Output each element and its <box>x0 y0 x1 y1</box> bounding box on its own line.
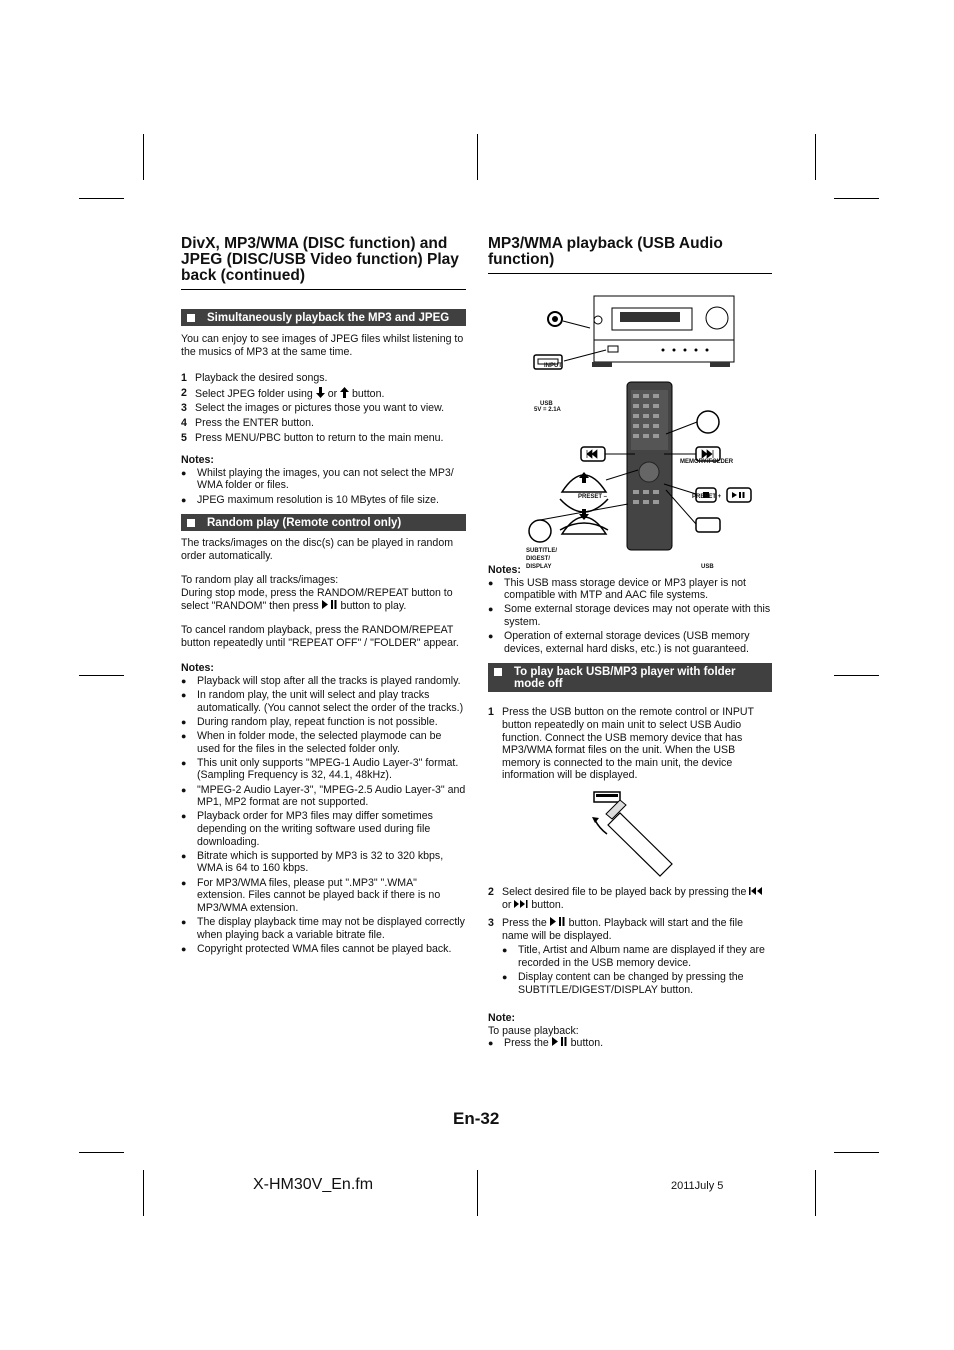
memory-folder-label: MEMORY/FOLDER <box>680 459 734 465</box>
notes-list <box>181 675 466 955</box>
right-column <box>488 236 772 1052</box>
usb-spec-label: 5V = 2.1A <box>534 407 561 413</box>
notes-list <box>181 467 466 506</box>
play-pause-icon <box>322 600 338 609</box>
note-item: ● Copyright protected WMA files cannot be played back. <box>181 943 466 956</box>
note-item: ● Bitrate which is supported by MP3 is 32 to 320 kbps, WMA is 64 to 160 kbps. <box>181 850 466 875</box>
usb-stick-illustration <box>488 790 772 878</box>
note-item: ● Playback order for MP3 files may differ sometimes depending on the writing software used during file downloading. <box>181 810 466 848</box>
step: 3 Press the button. Playback will start and the file name will be displayed. <box>488 917 743 942</box>
play-pause-icon <box>552 1037 568 1046</box>
random-intro: The tracks/images on the disc(s) can be played in random order automatically. <box>181 537 454 562</box>
sub-bullets <box>502 944 772 996</box>
crop-mark <box>79 1152 124 1153</box>
right-title-block <box>488 236 772 274</box>
step: 3 Select the images or pictures those you want to view. <box>181 402 445 415</box>
usb-port-label: USB <box>540 401 553 407</box>
note-item: ● "MPEG-2 Audio Layer-3", "MPEG-2.5 Audio Layer-3" and MP1, MP2 format are not supported. <box>181 784 466 809</box>
note-title: Note: <box>488 1012 516 1025</box>
crop-mark <box>79 675 124 676</box>
device-illustration <box>488 294 772 564</box>
section-heading-simultaneous: Simultaneously playback the MP3 and JPEG <box>181 309 466 326</box>
usb-steps-list <box>488 706 772 782</box>
preset-plus-label: PRESET + <box>692 494 722 500</box>
footer-filename: X-HM30V_En.fm <box>253 1176 374 1193</box>
crop-mark <box>79 198 124 199</box>
preset-minus-label: PRESET – <box>578 494 608 500</box>
step: 1 Press the USB button on the remote control or INPUT button repeatedly on main unit to select USB Audio function. Connect the USB memory device that has MP3/WMA format files on the unit. When the USB memory is connected to the main unit, the device information will be displayed. <box>488 706 754 782</box>
random-all-title: To random play all tracks/images: <box>181 574 339 587</box>
note-item: ● JPEG maximum resolution is 10 MBytes of file size. <box>181 494 466 507</box>
crop-mark <box>834 198 879 199</box>
notes-title: Notes: <box>181 662 214 675</box>
steps-list <box>181 372 466 444</box>
note-item: ● Operation of external storage devices (USB memory devices, external hard disks, etc.) is not guaranteed. <box>488 630 772 655</box>
section-title: MP3/WMA playback (USB Audio function) <box>488 235 723 268</box>
left-title-block <box>181 236 466 290</box>
step: 5 Press MENU/PBC button to return to the main menu. <box>181 431 444 444</box>
up-arrow-icon <box>340 387 349 398</box>
step: 4 Press the ENTER button. <box>181 416 314 429</box>
input-label: INPUT <box>544 363 562 369</box>
usb-stick-figure <box>488 790 772 878</box>
step: 2 Select desired file to be played back by pressing the or button. <box>488 886 772 911</box>
step: 1 Playback the desired songs. <box>181 372 328 385</box>
down-arrow-icon <box>316 387 325 398</box>
note-item: ● The display playback time may not be displayed correctly when playing back a variable bitrate file. <box>181 916 466 941</box>
note-item: ● This USB mass storage device or MP3 player is not compatible with MTP and AAC file systems. <box>488 577 772 602</box>
note-item: ● Some external storage devices may not operate with this system. <box>488 603 772 628</box>
note-item: ● Whilst playing the images, you can not select the MP3/ WMA folder or files. <box>181 467 466 492</box>
crop-mark <box>143 134 144 180</box>
note-item: ● When in folder mode, the selected playmode can be used for the files in the selected folder only. <box>181 730 466 755</box>
crop-mark <box>477 134 478 180</box>
crop-mark <box>834 675 879 676</box>
square-bullet-icon <box>494 668 502 676</box>
random-cancel-text: To cancel random playback, press the RANDOM/REPEAT button repeatedly until "REPEAT OFF" / "FOLDER" appear. <box>181 624 459 649</box>
section-heading-folder-mode-off: To play back USB/MP3 player with folder mode off <box>488 663 772 692</box>
note-list <box>488 1037 772 1050</box>
note-item: ● This unit only supports "MPEG-1 Audio Layer-3" format. (Sampling Frequency is 32, 44.1, 48kHz). <box>181 757 466 782</box>
play-pause-icon <box>550 917 566 926</box>
crop-mark <box>815 1170 816 1216</box>
note-item: ● Press the button. <box>488 1037 772 1050</box>
usb-steps-list-cont <box>488 886 772 942</box>
page-number: En-32 <box>453 1109 500 1128</box>
square-bullet-icon <box>187 519 195 527</box>
notes-title: Notes: <box>181 454 214 467</box>
notes-list <box>488 577 772 656</box>
usb-button-label: USB <box>701 564 714 570</box>
section-heading-random: Random play (Remote control only) <box>181 514 466 531</box>
notes-title: Notes: <box>488 564 521 576</box>
footer-date: 2011July 5 <box>671 1180 724 1192</box>
note-item: ● For MP3/WMA files, please put ".MP3" ".WMA" extension. Files cannot be played back if there is no MP3/WMA extension. <box>181 877 466 915</box>
skip-back-icon <box>749 887 763 895</box>
step: 2 Select JPEG folder using or button. <box>181 386 385 400</box>
random-all-text: During stop mode, press the RANDOM/REPEAT button to select "RANDOM" then press button to play. <box>181 586 453 612</box>
square-bullet-icon <box>187 314 195 322</box>
note-item: ● During random play, repeat function is not possible. <box>181 716 466 729</box>
crop-mark <box>143 1170 144 1216</box>
page-title: DivX, MP3/WMA (DISC function) and JPEG (DISC/USB Video function) Play back (continued) <box>181 235 459 284</box>
crop-mark <box>834 1152 879 1153</box>
crop-mark <box>815 134 816 180</box>
note-item: ● Playback will stop after all the tracks is played randomly. <box>181 675 466 688</box>
intro-text: You can enjoy to see images of JPEG files whilst listening to the musics of MP3 at the same time. <box>181 333 464 358</box>
subtitle-digest-display-label: SUBTITLE/ DIGEST/ DISPLAY <box>526 548 557 570</box>
note-item: ● In random play, the unit will select and play tracks automatically. (You cannot select the order of the tracks.) <box>181 689 466 714</box>
left-column <box>181 236 466 957</box>
crop-mark <box>477 1170 478 1216</box>
sub-bullet-item: ● Title, Artist and Album name are displayed if they are recorded in the USB memory device. <box>502 944 772 969</box>
note-line: To pause playback: <box>488 1024 579 1037</box>
skip-forward-icon <box>514 900 528 908</box>
sub-bullet-item: ● Display content can be changed by pressing the SUBTITLE/DIGEST/DISPLAY button. <box>502 971 772 996</box>
